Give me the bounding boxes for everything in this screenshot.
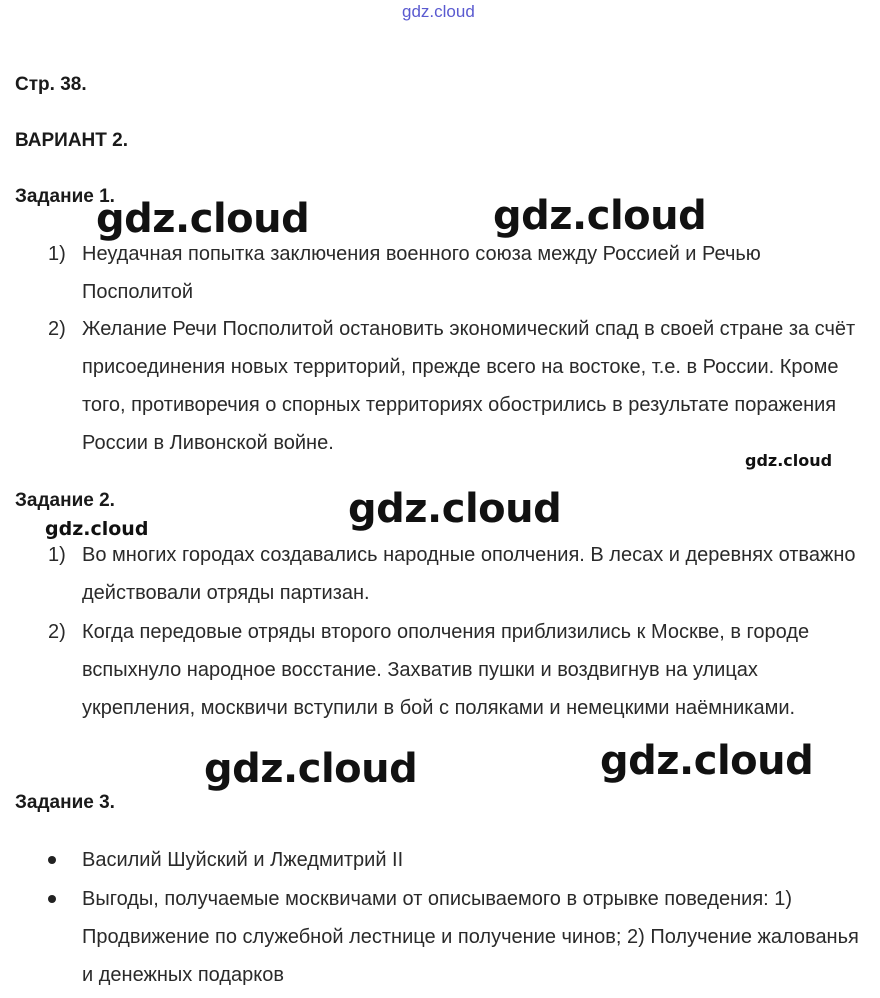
- page-reference: Стр. 38.: [15, 74, 87, 95]
- variant-heading: ВАРИАНТ 2.: [15, 130, 128, 151]
- task1-title: Задание 1.: [15, 186, 115, 207]
- task2-item-number: 2): [48, 621, 66, 643]
- bullet-icon: [48, 856, 56, 864]
- task2-item-number: 1): [48, 544, 66, 566]
- watermark-text: gdz.cloud: [348, 486, 562, 532]
- watermark-text: gdz.cloud: [45, 518, 149, 540]
- task2-item-text: Во многих городах создавались народные ополчения. В лесах и деревнях отважно действовали отряды партизан.: [82, 544, 856, 604]
- bullet-icon: [48, 895, 56, 903]
- watermark-text: gdz.cloud: [745, 451, 833, 470]
- task3-item-text: Выгоды, получаемые москвичами от описываемого в отрывке поведения: 1) Продвижение по служебной лестнице и получение чинов; 2) Получение жалованья и денежных подарков: [82, 888, 859, 986]
- watermark-text: gdz.cloud: [204, 746, 418, 792]
- watermark-text: gdz.cloud: [600, 738, 814, 784]
- task3-item-text: Василий Шуйский и Лжедмитрий II: [82, 849, 404, 871]
- task1-item-number: 2): [48, 318, 66, 340]
- top-site-link[interactable]: gdz.cloud: [402, 2, 475, 21]
- task3-title: Задание 3.: [15, 792, 115, 813]
- task2-item-text: Когда передовые отряды второго ополчения приблизились к Москве, в городе вспыхнуло народное восстание. Захватив пушки и воздвигнув на улицах укрепления, москвичи вступили в бой с поляками и немецкими наёмниками.: [82, 621, 810, 719]
- task1-item-text: Желание Речи Посполитой остановить экономический спад в своей стране за счёт присоединения новых территорий, прежде всего на востоке, т.е. в России. Кроме того, противоречия о спорных территориях обострились в результате поражения России в Ливонской войне.: [82, 318, 856, 454]
- watermark-text: gdz.cloud: [493, 193, 707, 239]
- task1-item-text: Неудачная попытка заключения военного союза между Россией и Речью Посполитой: [82, 243, 761, 303]
- watermark-text: gdz.cloud: [96, 196, 310, 242]
- task2-title: Задание 2.: [15, 490, 115, 511]
- task1-item-number: 1): [48, 243, 66, 265]
